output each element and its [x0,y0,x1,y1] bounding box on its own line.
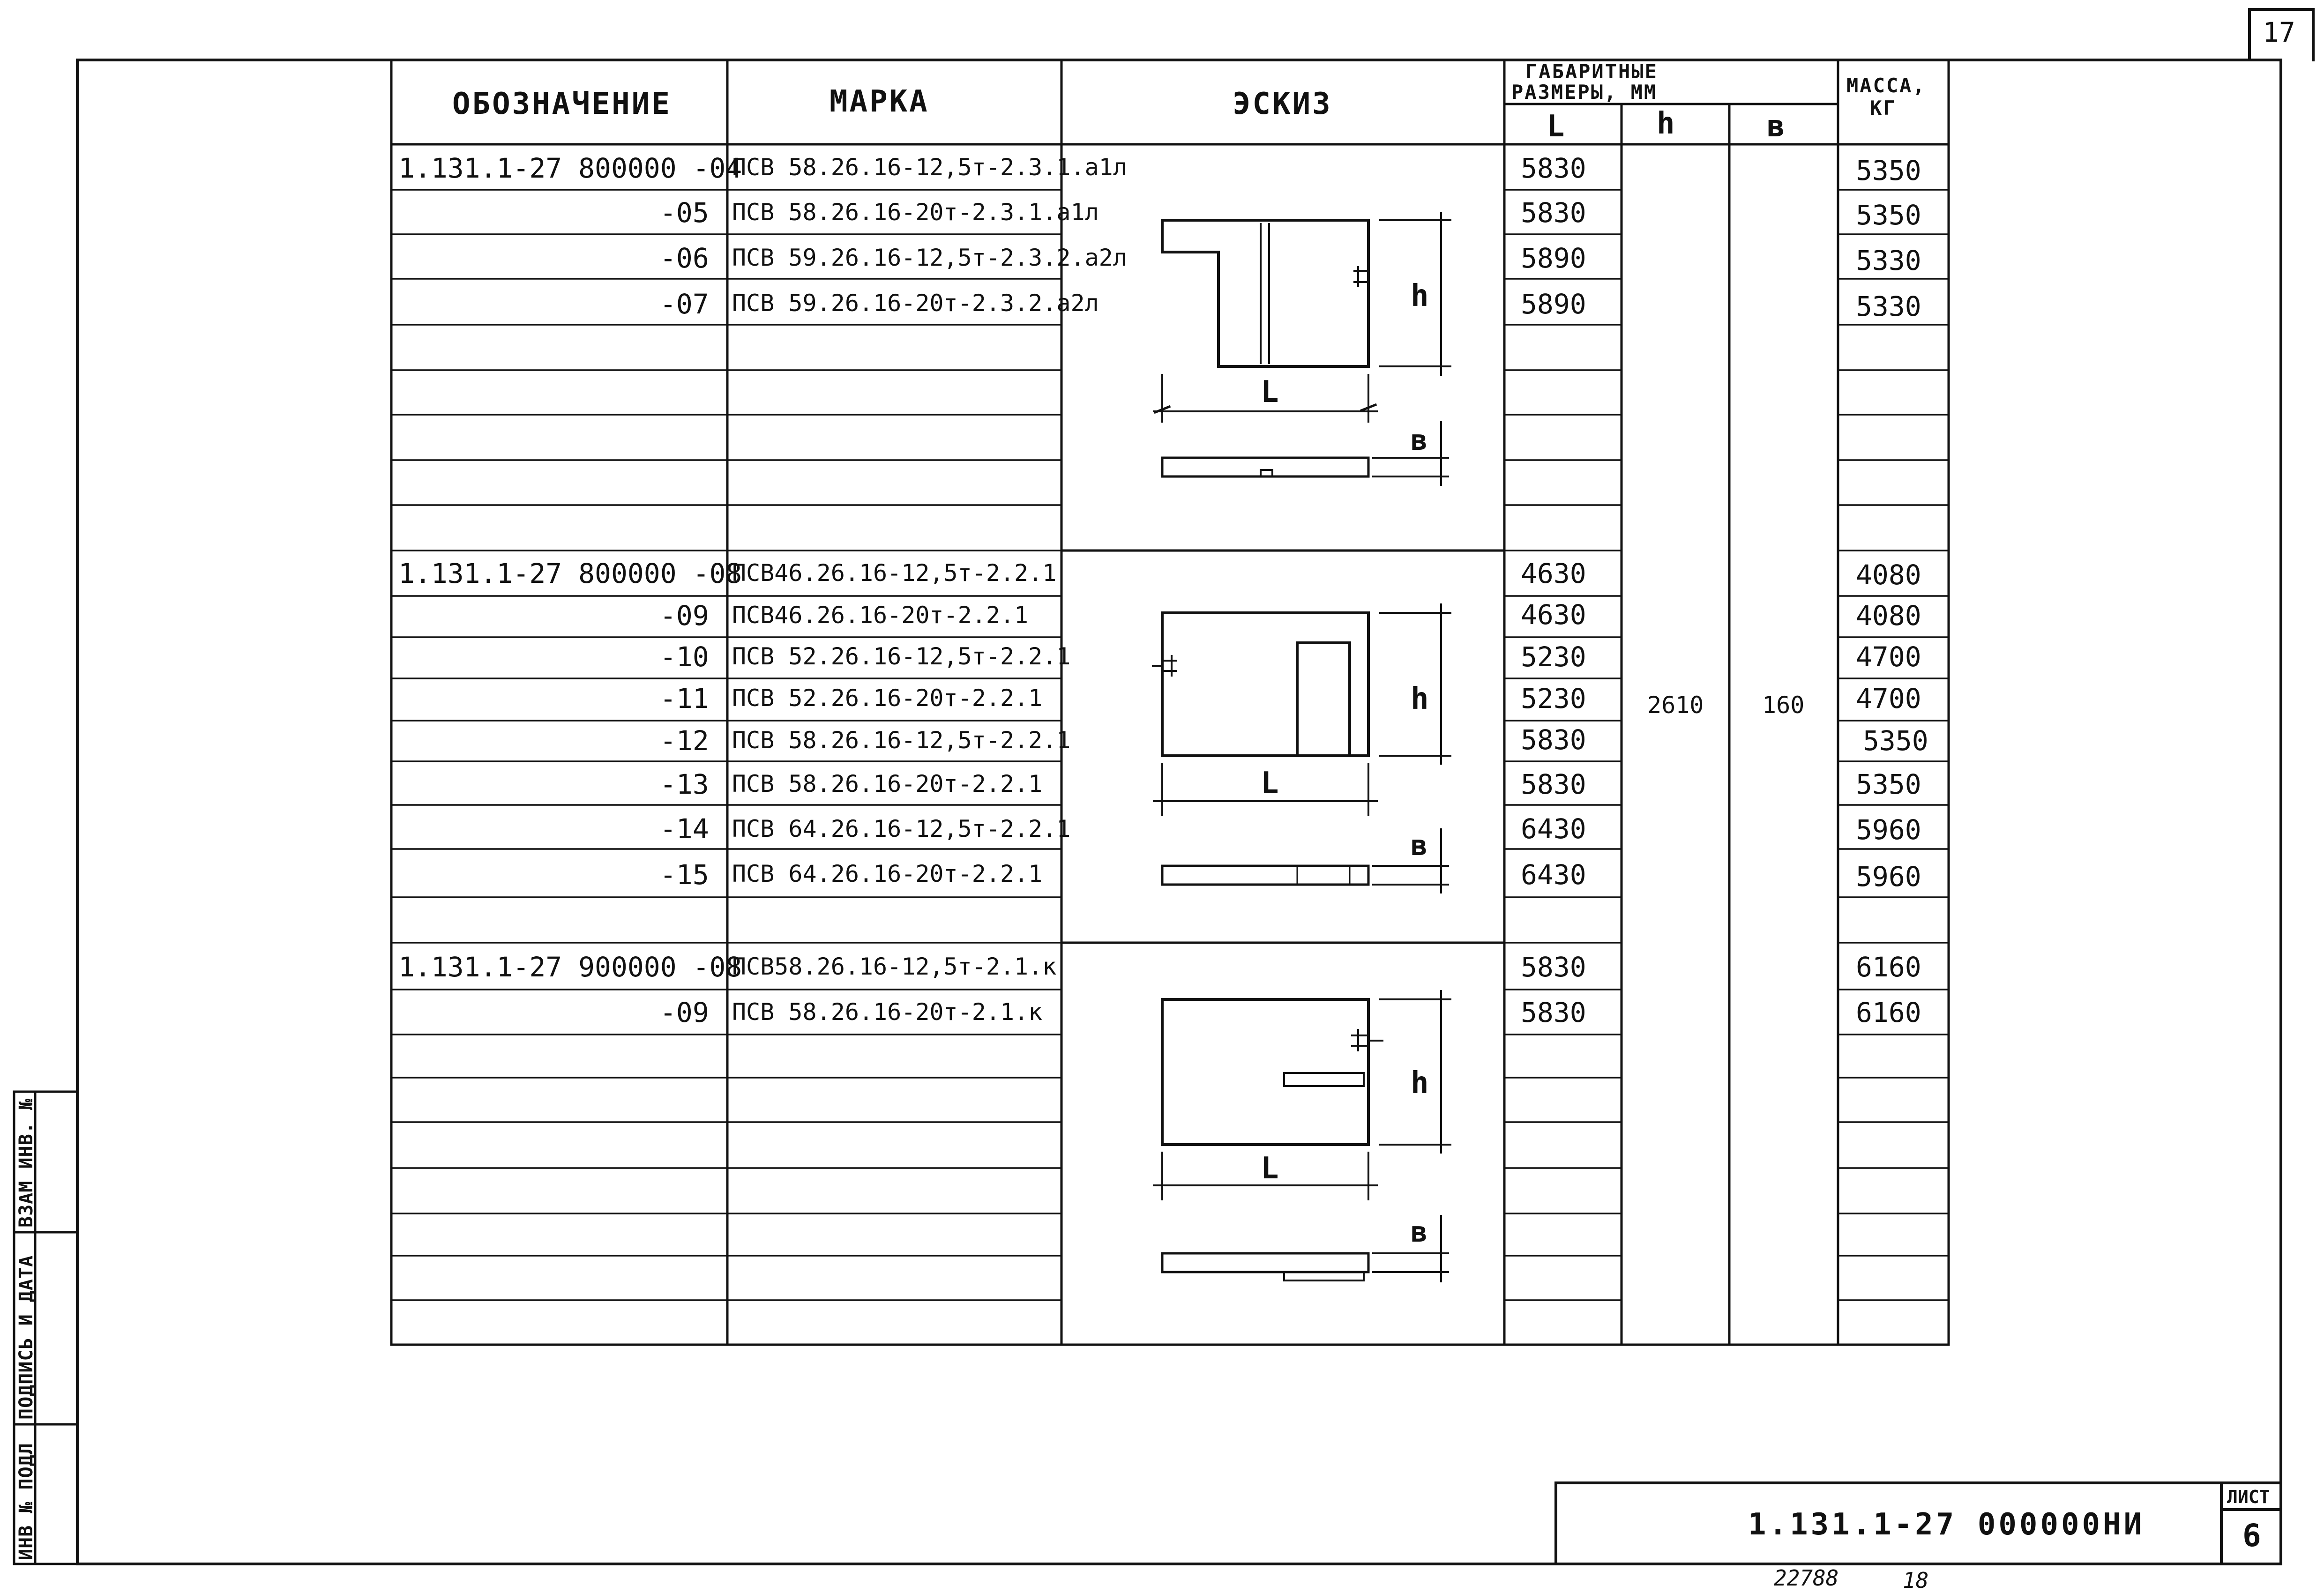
sketch-2-b-label: в [1411,829,1428,862]
page-number: 17 [2263,16,2295,48]
mark-cell: ПСВ 59.26.16-20т-2.3.2.а2л [732,290,1099,317]
bottom-note-right: 18 [1903,1568,1929,1593]
sheet-label: ЛИСТ [2227,1487,2270,1507]
strip-label-signature-date: ПОДПИСЬ И ДАТА [15,1255,37,1420]
sketch-3-L-label: L [1261,1151,1279,1186]
shared-height-value: 2610 [1647,692,1704,719]
length-cell: 6430 [1521,813,1586,845]
mass-cell: 6160 [1856,997,1921,1028]
sketch-2-section [1162,829,1448,893]
sketch-2-h-label: h [1411,682,1429,716]
designation-cell: 1.131.1-27 800000 -04 [398,152,742,184]
mass-cell: 5960 [1856,861,1921,893]
sketch-2-panel [1153,613,1368,756]
sketch-1-L-label: L [1261,375,1279,409]
length-cell: 5830 [1521,152,1586,184]
designation-cell: -05 [660,197,709,229]
sketch-1-b-label: в [1411,424,1428,457]
header-col-h: h [1657,106,1677,141]
length-cell: 4630 [1521,599,1586,631]
mark-cell: ПСВ 52.26.16-12,5т-2.2.1 [732,643,1071,670]
designation-cell: -11 [660,683,709,715]
designation-cell: 1.131.1-27 900000 -08 [398,951,742,983]
mass-cell: 6160 [1856,951,1921,983]
sketch-3-dims [1154,991,1450,1199]
spec-table-rows [391,190,1949,1300]
mass-cell: 5350 [1863,725,1928,757]
designation-cell: -13 [660,768,709,800]
shared-thickness-value: 160 [1762,692,1805,719]
strip-label-vzam-inv: ВЗАМ ИНВ. № [15,1098,37,1228]
length-cell: 5830 [1521,724,1586,756]
length-cell: 5830 [1521,768,1586,800]
length-cell: 5830 [1521,197,1586,229]
designation-cell: -10 [660,641,709,673]
mark-cell: ПСВ 58.26.16-20т-2.2.1 [732,770,1043,797]
length-cell: 4630 [1521,558,1586,589]
mark-cell: ПСВ46.26.16-20т-2.2.1 [732,602,1029,629]
mass-cell: 4700 [1856,641,1921,673]
mark-cell: ПСВ 64.26.16-20т-2.2.1 [732,860,1043,887]
document-code: 1.131.1-27 000000НИ [1748,1507,2145,1542]
sketch-2-dims [1154,604,1450,815]
mark-cell: ПСВ 52.26.16-20т-2.2.1 [732,685,1043,712]
mark-cell: ПСВ58.26.16-12,5т-2.1.к [732,953,1057,980]
length-cell: 5830 [1521,997,1586,1028]
mark-cell: ПСВ 64.26.16-12,5т-2.2.1 [732,815,1071,842]
designation-cell: -12 [660,725,709,757]
designation-cell: -09 [660,997,709,1028]
mass-cell: 5330 [1856,245,1921,276]
sketch-1-dims [1154,213,1450,422]
mark-cell: ПСВ 58.26.16-12,5т-2.2.1 [732,727,1071,754]
sheet-number: 6 [2242,1518,2261,1554]
header-dims-line1: ГАБАРИТНЫЕ [1525,60,1658,83]
designation-cell: -06 [660,242,709,274]
header-mass-line1: МАССА, [1846,74,1926,97]
designation-cell: 1.131.1-27 800000 -08 [398,558,742,589]
designation-cell: -14 [660,813,709,845]
length-cell: 5830 [1521,951,1586,983]
length-cell: 5890 [1521,242,1586,274]
sketch-3-section [1162,1216,1448,1281]
sketch-2-L-label: L [1261,766,1279,801]
sketch-1-h-label: h [1411,279,1429,313]
header-dims-line2: РАЗМЕРЫ, ММ [1511,81,1658,104]
mass-cell: 4080 [1856,559,1921,591]
sketch-3-panel [1162,999,1382,1145]
header-mark: МАРКА [829,84,929,119]
header-col-b: в [1767,109,1787,144]
mass-cell: 5350 [1856,768,1921,800]
sheet-frame [77,9,2313,1564]
mark-cell: ПСВ 58.26.16-20т-2.3.1.а1л [732,199,1099,226]
length-cell: 6430 [1521,859,1586,891]
mass-cell: 4700 [1856,683,1921,715]
mark-cell: ПСВ46.26.16-12,5т-2.2.1 [732,559,1057,587]
mass-cell: 5960 [1856,814,1921,846]
sketch-1-panel [1162,220,1368,366]
mark-cell: ПСВ 58.26.16-12,5т-2.3.1.а1л [732,154,1127,181]
length-cell: 5230 [1521,641,1586,673]
header-col-L: L [1547,109,1567,144]
mark-cell: ПСВ 58.26.16-20т-2.1.к [732,998,1043,1026]
designation-cell: -07 [660,288,709,320]
mass-cell: 5330 [1856,290,1921,322]
header-sketch: ЭСКИЗ [1233,87,1332,121]
sketch-1-section [1162,422,1448,485]
mass-cell: 5350 [1856,199,1921,231]
bottom-note-left: 22788 [1774,1565,1839,1591]
mass-cell: 4080 [1856,600,1921,632]
mark-cell: ПСВ 59.26.16-12,5т-2.3.2.а2л [732,244,1127,271]
designation-cell: -09 [660,600,709,632]
sketch-3-b-label: в [1411,1216,1428,1249]
header-mass-line2: КГ [1870,97,1897,119]
header-designation: ОБОЗНАЧЕНИЕ [452,87,672,121]
sketch-3-h-label: h [1411,1066,1429,1101]
length-cell: 5230 [1521,683,1586,715]
designation-cell: -15 [660,859,709,891]
mass-cell: 5350 [1856,155,1921,186]
length-cell: 5890 [1521,288,1586,320]
strip-label-inv-podl: ИНВ № ПОДЛ [15,1443,37,1560]
